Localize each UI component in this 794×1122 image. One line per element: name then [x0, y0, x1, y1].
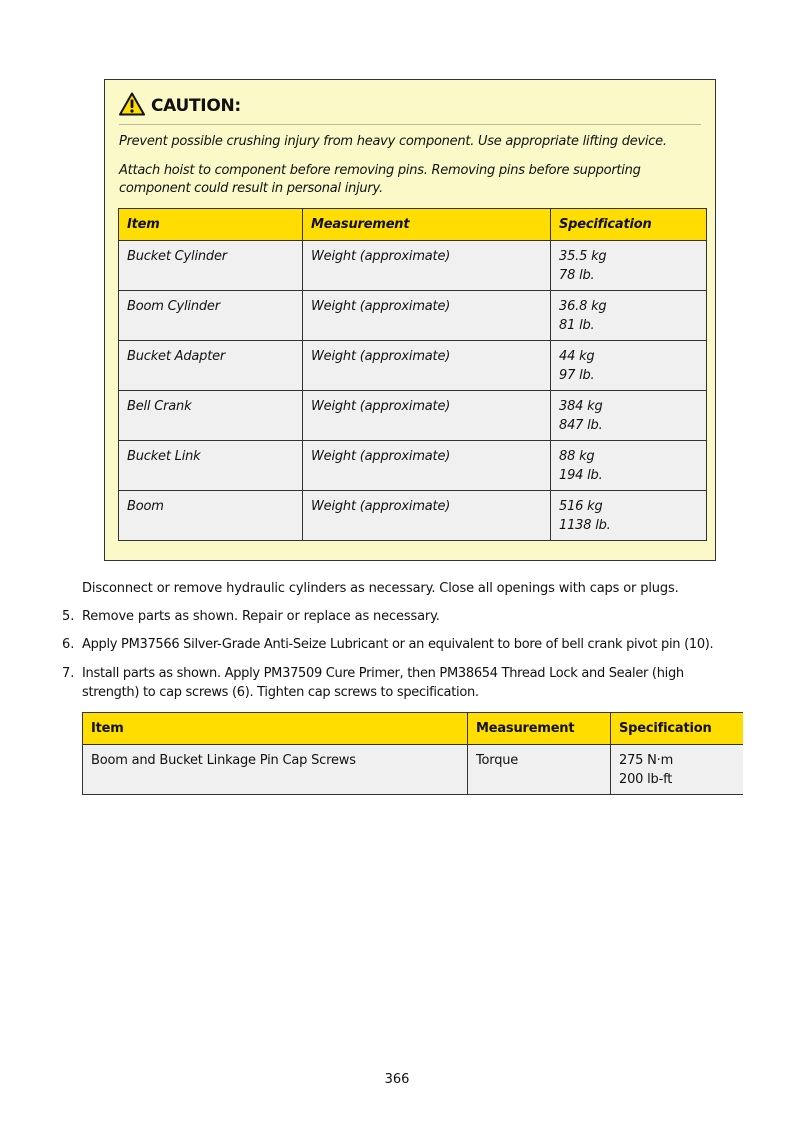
spec-metric: 44 kg: [559, 349, 595, 364]
spec-metric: 384 kg: [559, 399, 603, 414]
cell-item: Boom: [119, 491, 303, 541]
step-number: 6.: [62, 637, 75, 652]
cell-specification: [551, 341, 707, 391]
cell-measurement: Weight (approximate): [303, 391, 551, 441]
torque-table: [82, 712, 743, 795]
spec-imperial: 97 lb.: [559, 368, 595, 383]
cell-specification: [551, 441, 707, 491]
table-row: [119, 391, 707, 441]
intro-paragraph: Disconnect or remove hydraulic cylinders as necessary. Close all openings with caps or plugs.: [82, 581, 679, 596]
header-specification: Specification: [551, 209, 707, 241]
table-row: [119, 491, 707, 541]
step-text-line: strength) to cap screws (6). Tighten cap screws to specification.: [82, 685, 479, 700]
spec-imperial: 847 lb.: [559, 418, 603, 433]
table-row: [119, 241, 707, 291]
spec-metric: 88 kg: [559, 449, 595, 464]
cell-item: Bucket Link: [119, 441, 303, 491]
cell-measurement: Weight (approximate): [303, 491, 551, 541]
table-header-row: [83, 713, 743, 745]
caution-text-lifting: Prevent possible crushing injury from heavy component. Use appropriate lifting device.: [119, 134, 667, 149]
cell-item: Bucket Cylinder: [119, 241, 303, 291]
caution-text-pins: Attach hoist to component before removing pins. Removing pins before supporting component could result in personal injury.: [119, 163, 641, 196]
cell-measurement: Weight (approximate): [303, 441, 551, 491]
spec-metric: 275 N·m: [619, 753, 674, 768]
step-text: Remove parts as shown. Repair or replace as necessary.: [82, 609, 440, 624]
cell-specification: [551, 241, 707, 291]
spec-imperial: 78 lb.: [559, 268, 595, 283]
caution-title: CAUTION:: [151, 96, 241, 116]
spec-metric: 36.8 kg: [559, 299, 607, 314]
caution-divider: [119, 124, 701, 125]
cell-specification: [551, 391, 707, 441]
cell-measurement: Torque: [468, 745, 611, 795]
cell-measurement: Weight (approximate): [303, 241, 551, 291]
spec-imperial: 1138 lb.: [559, 518, 611, 533]
step-text: [82, 664, 684, 702]
cell-item: Boom and Bucket Linkage Pin Cap Screws: [83, 745, 468, 795]
cell-specification: [551, 291, 707, 341]
header-item: Item: [83, 713, 468, 745]
table-header-row: [119, 209, 707, 241]
spec-imperial: 194 lb.: [559, 468, 603, 483]
table-row: [119, 341, 707, 391]
cell-specification: [551, 491, 707, 541]
step-number: 5.: [62, 609, 75, 624]
weight-table: [118, 208, 707, 541]
cell-item: Bucket Adapter: [119, 341, 303, 391]
cell-item: Bell Crank: [119, 391, 303, 441]
cell-measurement: Weight (approximate): [303, 291, 551, 341]
warning-triangle-icon: [119, 92, 145, 120]
spec-imperial: 200 lb-ft: [619, 772, 673, 787]
step-text-line: Install parts as shown. Apply PM37509 Cure Primer, then PM38654 Thread Lock and Sealer (high: [82, 666, 684, 681]
spec-metric: 35.5 kg: [559, 249, 607, 264]
caution-box: [104, 79, 716, 561]
header-specification: Specification: [611, 713, 743, 745]
table-row: [119, 291, 707, 341]
spec-imperial: 81 lb.: [559, 318, 595, 333]
step-number: 7.: [62, 666, 75, 681]
spec-metric: 516 kg: [559, 499, 603, 514]
table-row: [83, 745, 743, 795]
header-item: Item: [119, 209, 303, 241]
header-measurement: Measurement: [468, 713, 611, 745]
caution-header: [119, 92, 241, 120]
cell-measurement: Weight (approximate): [303, 341, 551, 391]
table-row: [119, 441, 707, 491]
page-number: 366: [384, 1072, 410, 1087]
cell-specification: [611, 745, 743, 795]
step-text: Apply PM37566 Silver-Grade Anti-Seize Lubricant or an equivalent to bore of bell crank pivot pin (10).: [82, 637, 714, 652]
cell-item: Boom Cylinder: [119, 291, 303, 341]
header-measurement: Measurement: [303, 209, 551, 241]
